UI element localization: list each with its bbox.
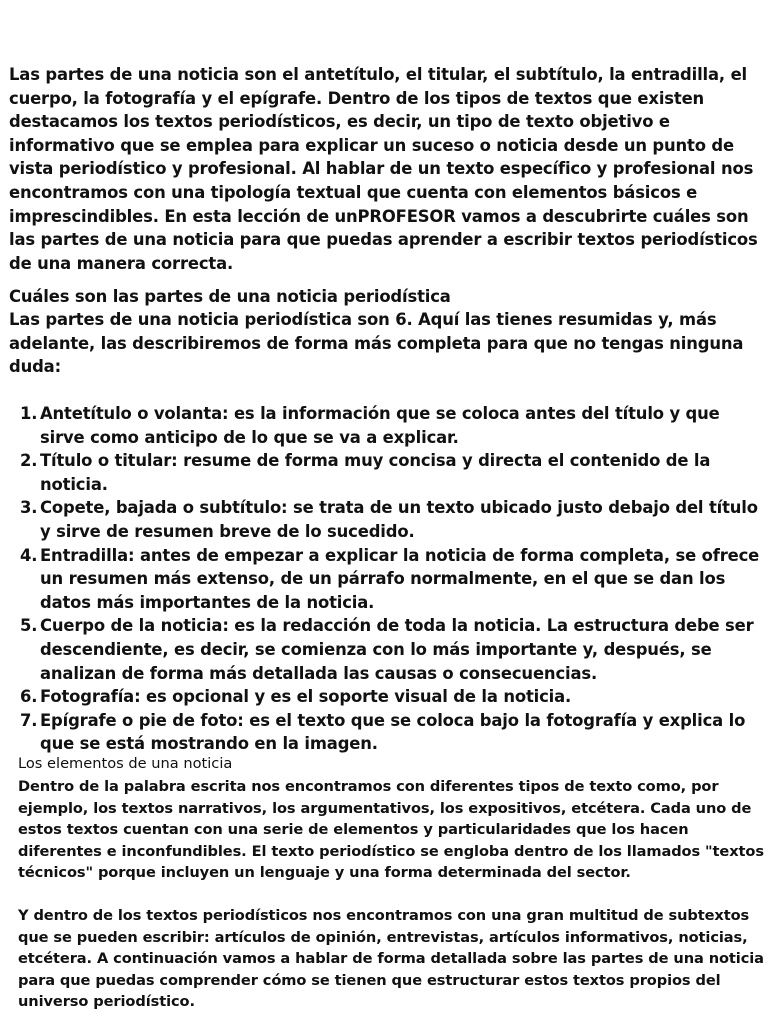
section-heading-elementos: Los elementos de una noticia — [18, 755, 233, 772]
list-item-number: 1. — [20, 404, 38, 423]
list-item-text: Fotografía: es opcional y es el soporte visual de la noticia. — [40, 687, 572, 707]
list-item-text: Copete, bajada o subtítulo: se trata de un texto ubicado justo debajo del título y sirve de resumen breve de lo sucedido. — [40, 498, 758, 541]
list-item-text: Título o titular: resume de forma muy concisa y directa el contenido de la noticia. — [40, 451, 711, 494]
list-item-number: 5. — [20, 616, 38, 636]
list-item-number: 4. — [20, 545, 38, 565]
intro-paragraph: Las partes de una noticia son el antetítulo, el titular, el subtítulo, la entradilla, el cuerpo, la fotografía y el epígrafe. Dentro de los tipos de textos que existen destacamos los textos periodísticos, es decir, un tipo de texto objetivo e informativo que se emplea para explicar un suceso o noticia desde un punto de vista periodístico y profesional. Al hablar de un texto específico y profesional nos encontramos con una tipología textual que cuenta con elementos básicos e imprescindibles. En esta lección de unPROFESOR vamos a descubrirte cuáles son las partes de una noticia para que puedas aprender a escribir textos periodísticos de una manera correcta. — [9, 65, 758, 273]
parts-list — [0, 402, 768, 756]
list-item-number: 7. — [20, 710, 38, 730]
list-item-number: 6. — [20, 687, 38, 707]
list-item-text: Antetítulo o volanta: es la información que se coloca antes del título y que sirve como anticipo de lo que se va a explicar. — [40, 404, 720, 447]
section-heading-partes: Cuáles son las partes de una noticia periodística — [9, 287, 451, 306]
list-item — [0, 402, 768, 449]
list-item — [0, 449, 768, 496]
section-paragraph-partes: Las partes de una noticia periodística son 6. Aquí las tienes resumidas y, más adelante, las describiremos de forma más completa para que no tengas ninguna duda: — [9, 310, 744, 377]
list-item-text: Cuerpo de la noticia: es la redacción de toda la noticia. La estructura debe ser descendiente, es decir, se comienza con lo más importante y, después, se analizan de forma más detallada las causas o consecuencias. — [40, 616, 754, 683]
list-item — [0, 544, 768, 615]
list-item-number: 3. — [20, 498, 38, 518]
section-paragraph-elementos-1: Dentro de la palabra escrita nos encontramos con diferentes tipos de texto como, por ejemplo, los textos narrativos, los argumentativos, los expositivos, etcétera. Cada uno de estos textos cuentan con una serie de elementos y particularidades que los hacen diferentes e inconfundibles. El texto periodístico se engloba dentro de los llamados "textos técnicos" porque incluyen un lenguaje y una forma determinada del sector. — [18, 778, 764, 882]
list-item — [0, 685, 768, 709]
list-item-number: 2. — [20, 451, 38, 471]
section-paragraph-elementos-2: Y dentro de los textos periodísticos nos encontramos con una gran multitud de subtextos que se pueden escribir: artículos de opinión, entrevistas, artículos informativos, noticias, etcétera. A continuación vamos a hablar de forma detallada sobre las partes de una noticia para que puedas comprender cómo se tienen que estructurar estos textos propios del universo periodístico. — [18, 907, 764, 1011]
list-item — [0, 614, 768, 685]
list-item-text: Epígrafe o pie de foto: es el texto que se coloca bajo la fotografía y explica lo que se está mostrando en la imagen. — [40, 710, 746, 754]
list-item — [0, 496, 768, 543]
list-item-text: Entradilla: antes de empezar a explicar la noticia de forma completa, se ofrece un resumen más extenso, de un párrafo normalmente, en el que se dan los datos más importantes de la noticia. — [40, 545, 760, 612]
list-item — [0, 709, 768, 756]
